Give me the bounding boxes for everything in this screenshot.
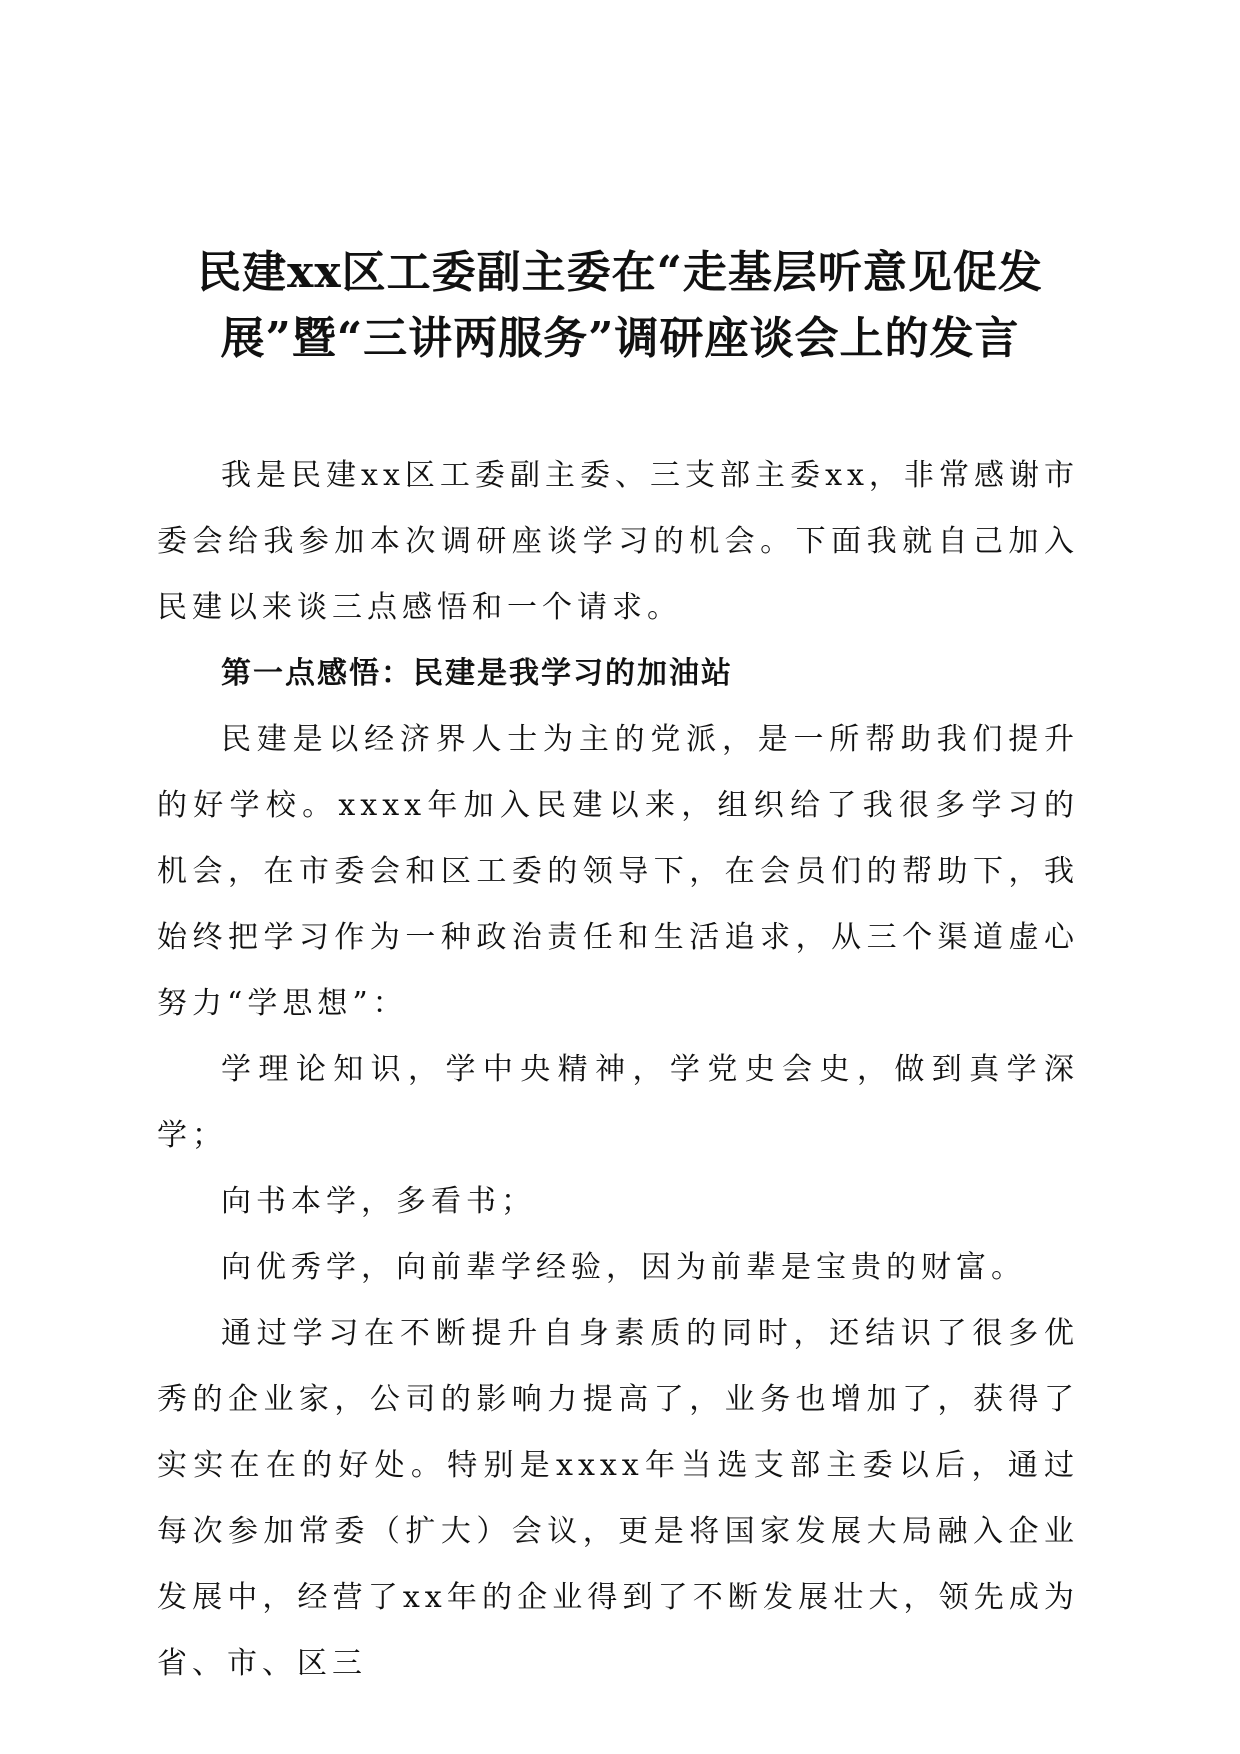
list-item: 向优秀学，向前辈学经验，因为前辈是宝贵的财富。 — [221, 1250, 1026, 1285]
document-body — [157, 443, 1079, 1697]
intro-paragraph: 我是民建xx区工委副主委、三支部主委xx，非常感谢市委会给我参加本次调研座谈学习的机会。下面我就自己加入民建以来谈三点感悟和一个请求。 — [157, 458, 1079, 625]
title-line-1: 民建xx区工委副主委在“走基层听意见促发 — [197, 247, 1043, 298]
list-item: 向书本学，多看书； — [221, 1184, 536, 1219]
list-item: 学理论知识，学中央精神，学党史会史，做到真学深学； — [157, 1052, 1079, 1153]
title-line-2: 展”暨“三讲两服务”调研座谈会上的发言 — [220, 313, 1020, 364]
body-paragraph: 通过学习在不断提升自身素质的同时，还结识了很多优秀的企业家，公司的影响力提高了，业务也增加了，获得了实实在在的好处。特别是xxxx年当选支部主委以后，通过每次参加常委（扩大）会议，更是将国家发展大局融入企业发展中，经营了xx年的企业得到了不断发展壮大，领先成为省、市、区三 — [157, 1316, 1079, 1681]
document-title — [160, 240, 1080, 372]
body-paragraph: 民建是以经济界人士为主的党派，是一所帮助我们提升的好学校。xxxx年加入民建以来，组织给了我很多学习的机会，在市委会和区工委的领导下，在会员们的帮助下，我始终把学习作为一种政治责任和生活追求，从三个渠道虚心努力“学思想”： — [157, 722, 1079, 1021]
section-heading: 第一点感悟：民建是我学习的加油站 — [221, 656, 733, 691]
